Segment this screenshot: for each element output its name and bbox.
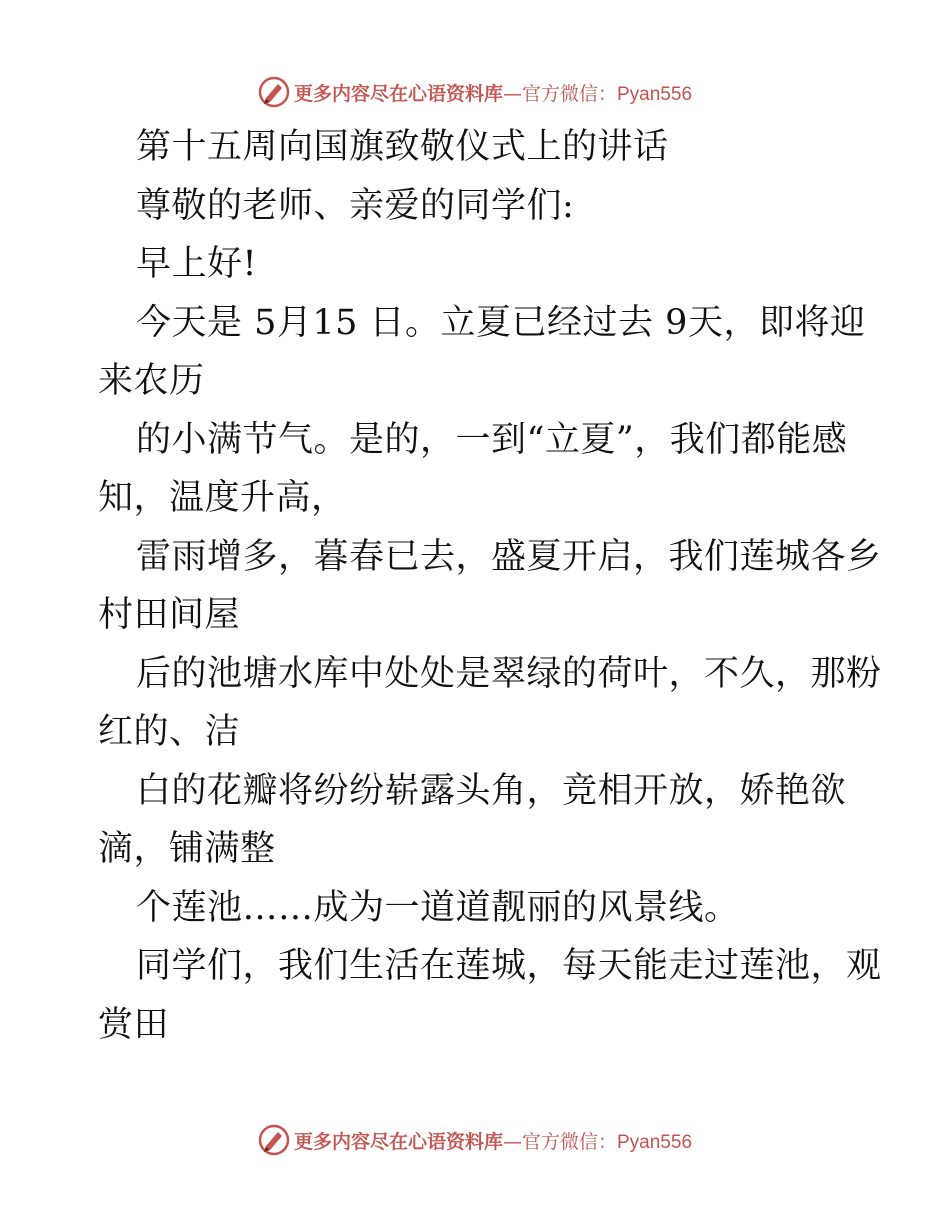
paragraph-line: 滴，铺满整 bbox=[98, 829, 276, 869]
header-banner bbox=[0, 72, 950, 112]
header-banner-main: 更多内容尽在心语资料库 bbox=[293, 82, 503, 105]
footer-banner-dash: — bbox=[502, 1130, 522, 1153]
paragraph-line: 后的池塘水库中处处是翠绿的荷叶，不久，那粉 bbox=[136, 653, 882, 694]
paragraph-line: 同学们，我们生活在莲城，每天能走过莲池，观 bbox=[136, 946, 882, 986]
salutation-line: 尊敬的老师、亲爱的同学们: bbox=[136, 185, 575, 226]
paragraph-line: 个莲池……成为一道道靓丽的风景线。 bbox=[136, 887, 740, 928]
paragraph-line: 的小满节气。是的，一到“立夏”，我们都能感 bbox=[136, 419, 848, 460]
paragraph-line: 今天是 5月15 日。立夏已经过去 9天，即将迎 bbox=[136, 302, 866, 343]
greeting-line: 早上好! bbox=[136, 244, 258, 284]
footer-banner-main: 更多内容尽在心语资料库 bbox=[293, 1130, 503, 1153]
footer-banner bbox=[0, 1120, 950, 1160]
footer-banner-text bbox=[294, 1127, 692, 1154]
document-title: 第十五周向国旗致敬仪式上的讲话 bbox=[136, 127, 669, 167]
footer-banner-wechat: 官方微信： bbox=[521, 1130, 617, 1153]
paragraph-line: 村田间屋 bbox=[98, 595, 241, 635]
paragraph-line: 白的花瓣将纷纷崭露头角，竞相开放，娇艳欲 bbox=[136, 770, 847, 811]
document-body bbox=[98, 118, 882, 1054]
paragraph-line: 知，温度升高， bbox=[98, 478, 347, 518]
header-banner-text bbox=[294, 79, 692, 106]
paragraph-line: 来农历 bbox=[98, 361, 205, 401]
pen-logo-icon bbox=[258, 76, 290, 108]
header-banner-dash: — bbox=[502, 82, 522, 105]
paragraph-line: 雷雨增多，暮春已去，盛夏开启，我们莲城各乡 bbox=[136, 536, 882, 577]
header-banner-wechat: 官方微信： bbox=[521, 82, 617, 105]
footer-banner-id: Pyan556 bbox=[617, 1131, 693, 1153]
paragraph-line: 红的、洁 bbox=[98, 712, 241, 752]
paragraph-line: 赏田 bbox=[98, 1004, 170, 1045]
pen-logo-icon bbox=[258, 1124, 290, 1156]
header-banner-id: Pyan556 bbox=[617, 83, 693, 105]
